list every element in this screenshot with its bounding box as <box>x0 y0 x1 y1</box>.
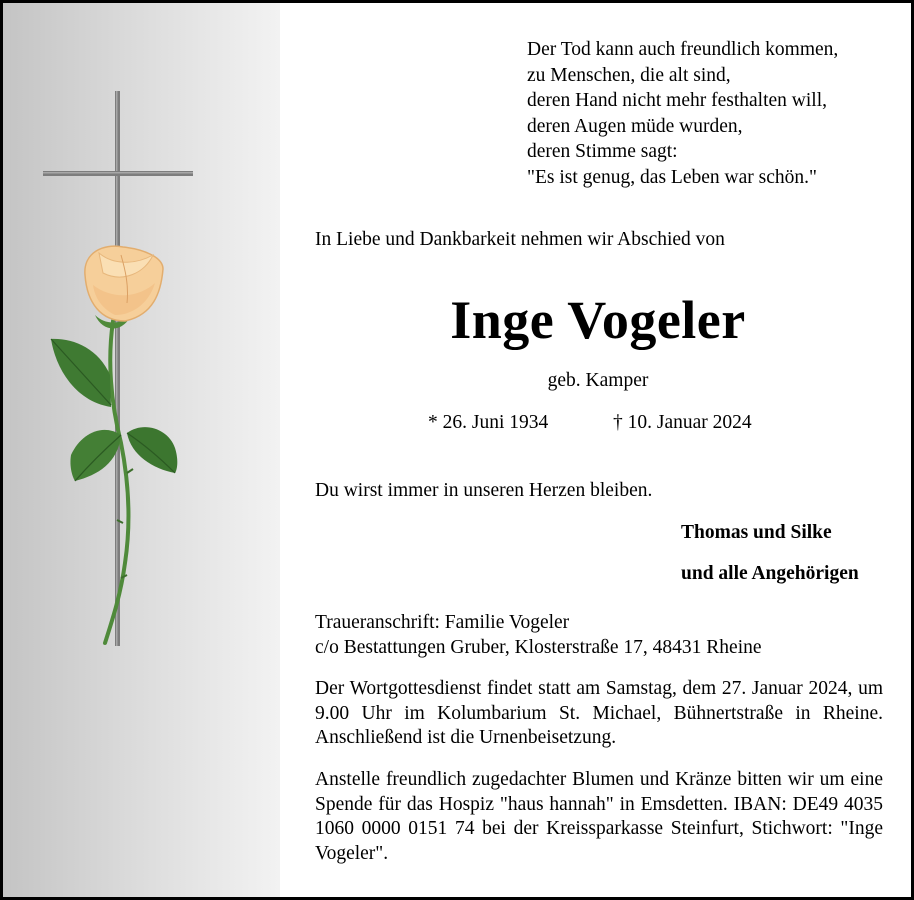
death-date: † 10. Januar 2024 <box>613 412 752 433</box>
mourning-address <box>315 611 762 660</box>
poem <box>527 37 838 190</box>
birth-date: * 26. Juni 1934 <box>428 412 549 433</box>
decorative-sidebar <box>3 3 280 900</box>
signatory: Thomas und Silke <box>681 522 832 543</box>
poem-line: "Es ist genug, das Leben war schön." <box>527 166 817 188</box>
rose-icon <box>51 246 177 643</box>
poem-line: Der Tod kann auch freundlich kommen, <box>527 39 839 60</box>
address-line: Traueranschrift: Familie Vogeler <box>315 612 570 633</box>
poem-line: zu Menschen, die alt sind, <box>527 64 731 86</box>
birth-name: geb. Kamper <box>547 370 649 391</box>
signatory: und alle Angehörigen <box>681 563 859 584</box>
poem-line: deren Hand nicht mehr festhalten will, <box>527 90 827 111</box>
remembrance-text: Du wirst immer in unseren Herzen bleiben. <box>315 480 653 501</box>
poem-line: deren Stimme sagt: <box>527 141 678 162</box>
intro-text: In Liebe und Dankbarkeit nehmen wir Abschied von <box>315 229 725 250</box>
deceased-name: Inge Vogeler <box>450 290 746 350</box>
service-paragraph: Der Wortgottesdienst findet statt am Samstag, dem 27. Januar 2024, um 9.00 Uhr im Kolumbarium St. Michael, Bühnertstraße in Rheine. Anschließend ist die Urnenbeisetzung. <box>315 678 883 748</box>
poem-line: deren Augen müde wurden, <box>527 115 743 137</box>
address-line: c/o Bestattungen Gruber, Klosterstraße 17, 48431 Rheine <box>315 636 762 658</box>
donation-paragraph: Anstelle freundlich zugedachter Blumen und Kränze bitten wir um eine Spende für das Hospiz "haus hannah" in Emsdetten. IBAN: DE49 4035 1060 0000 0151 74 bei der Kreissparkasse Steinfurt, Stichwort: "Inge Vogeler". <box>315 769 883 864</box>
